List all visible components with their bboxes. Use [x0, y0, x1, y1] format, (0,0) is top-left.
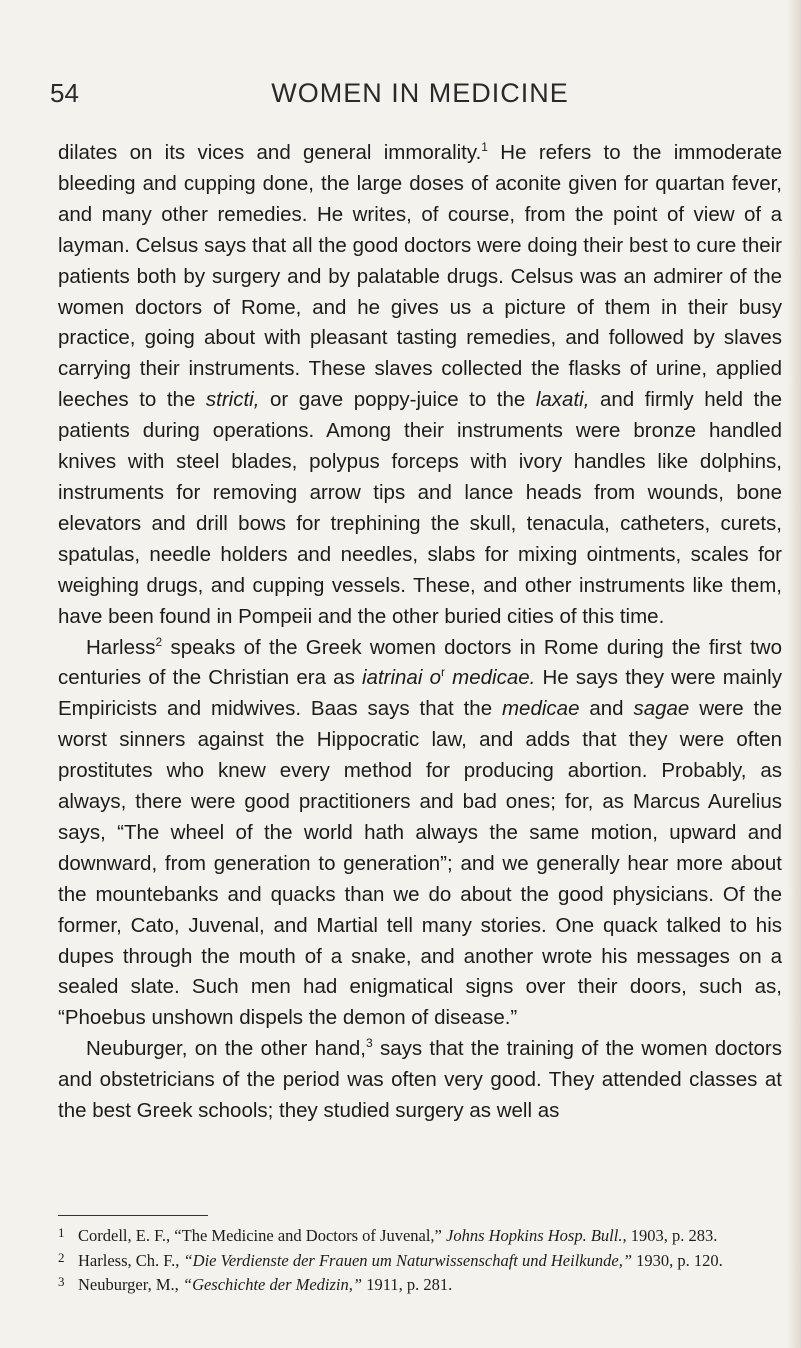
body-text [58, 138, 782, 1127]
text-run: says that the training of the women doctors and obstetricians of the period was often very good. They attended classes at the best Greek schools; they studied surgery as well as [58, 1037, 782, 1123]
text-run: He says they were mainly Empiricists and midwives. Baas says that the [58, 666, 782, 721]
text-run: dilates on its vices and general immorality. [58, 141, 482, 164]
footnote-italic: Johns Hopkins Hosp. Bull., [446, 1226, 627, 1245]
footnote-ref-1: 1 [481, 140, 488, 154]
page-edge-shadow [787, 0, 801, 1348]
text-run: Harless [86, 635, 156, 659]
footnote-ref-2: 2 [155, 634, 163, 649]
superscript-r: r [440, 665, 445, 680]
footnote-3 [58, 1271, 782, 1296]
italic-term: medicae. [444, 666, 536, 690]
running-title: WOMEN IN MEDICINE [271, 78, 569, 108]
page-header [50, 78, 790, 114]
paragraph-2 [58, 633, 782, 1035]
page-number: 54 [50, 78, 79, 108]
footnote-italic: “Die Verdienste der Frauen um Naturwissenschaft und Heilkunde,” [183, 1250, 632, 1270]
text-run: were the worst sinners against the Hippocratic law, and adds that they were often prostitutes who knew every method for producing abortion. Probably, as always, there were good practitioners and bad ones; for, as Marcus Aurelius says, “The wheel of the world hath always the same motion, upward and downward, from generation to generation”; and we generally hear more about the mountebanks and quacks than we do about the good physicians. Of the former, Cato, Juvenal, and Martial tell many stories. One quack talked to his dupes through the mouth of a snake, and another wrote his messages on a sealed slate. Such men had enigmatical signs over their doors, such as, “Phoebus unshown dispels the demon of disease.” [58, 697, 782, 1030]
text-run: or gave poppy-juice to the [259, 388, 536, 412]
footnote-text: Harless, Ch. F., [78, 1250, 184, 1270]
footnote-1 [58, 1222, 782, 1247]
text-run: speaks of the Greek women doctors in Rome during the first two centuries of the Christian era as [58, 635, 782, 690]
footnote-tail: 1930, p. 120. [632, 1250, 723, 1270]
footnote-tail: 1911, p. 281. [362, 1275, 453, 1294]
footnote-number: 2 [58, 1249, 65, 1265]
italic-term: laxati, [535, 388, 590, 412]
footnote-rule [58, 1215, 208, 1216]
footnotes [58, 1222, 782, 1296]
text-run: and firmly held the patients during operations. Among their instruments were bronze handled knives with steel blades, polypus forceps with ivory handles like dolphins, instruments for removing arrow tips and lance heads from wounds, bone elevators and drill bows for trephining the skull, tenacula, catheters, curets, spatulas, needle holders and needles, slabs for mixing ointments, scales for weighing drugs, and cupping vessels. These, and other instruments like them, have been found in Pompeii and the other buried cities of this time. [58, 388, 783, 628]
text-run: He refers to the immoderate bleeding and cupping done, the large doses of aconite given for quartan fever, and many other remedies. He writes, of course, from the point of view of a layman. Celsus says that all the good doctors were doing their best to cure their patients both by surgery and by palatable drugs. Celsus was an admirer of the women doctors of Rome, and he gives us a picture of them in their busy practice, going about with pleasant tasting remedies, and followed by slaves carrying their instruments. These slaves collected the flasks of urine, applied leeches to the [58, 141, 782, 412]
footnote-number: 1 [58, 1225, 65, 1240]
footnote-text: Neuburger, M., [78, 1275, 183, 1294]
text-run: and [579, 697, 634, 721]
paragraph-1 [58, 138, 782, 633]
footnote-2 [58, 1247, 782, 1272]
italic-term: sagae [633, 697, 690, 721]
footnote-text: Cordell, E. F., “The Medicine and Doctors of Juvenal,” [78, 1226, 446, 1245]
footnote-ref-3: 3 [365, 1036, 373, 1051]
footnote-number: 3 [58, 1274, 65, 1289]
italic-term: iatrinai o [362, 666, 441, 690]
footnote-tail: 1903, p. 283. [626, 1226, 718, 1245]
italic-term: stricti, [205, 388, 260, 412]
footnote-italic: “Geschichte der Medizin,” [182, 1275, 363, 1294]
italic-term: medicae [501, 697, 580, 721]
text-run: Neuburger, on the other hand, [86, 1037, 366, 1061]
paragraph-3 [58, 1034, 782, 1127]
